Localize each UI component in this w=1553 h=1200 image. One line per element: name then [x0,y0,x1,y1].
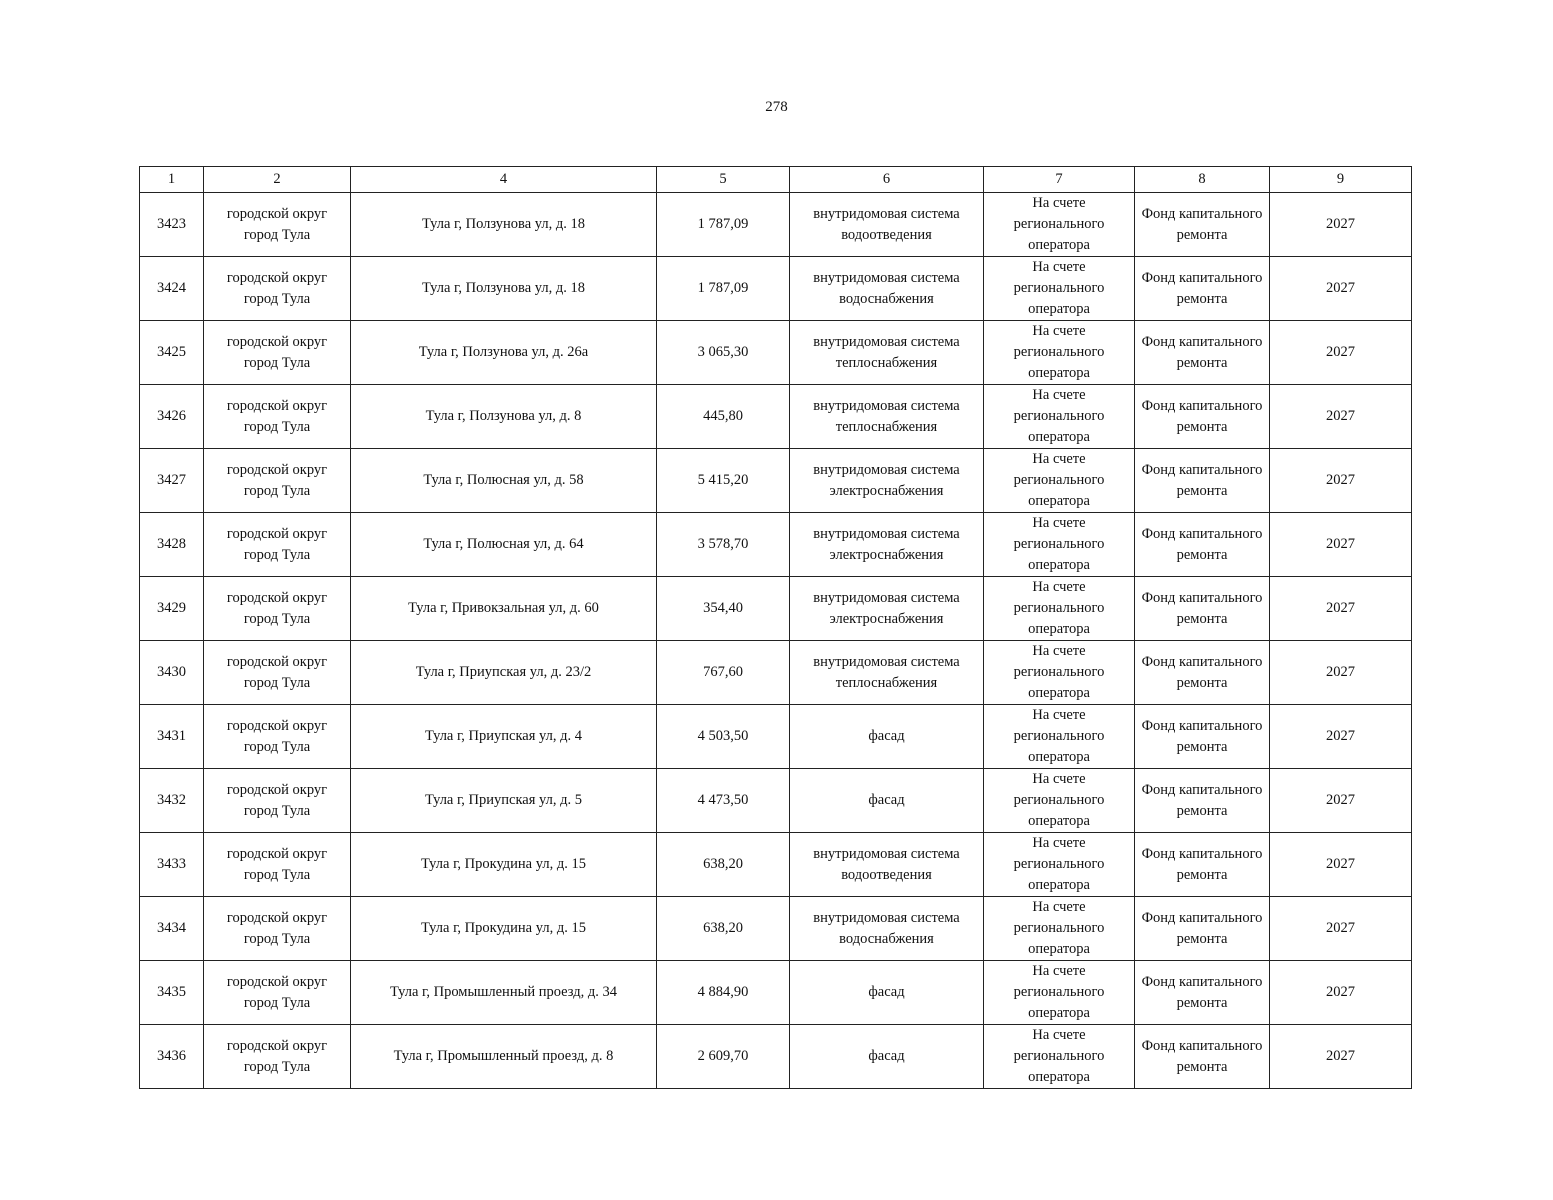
municipality-cell: городской округ город Тула [204,449,351,513]
repair-system-cell: внутридомовая система водоотведения [790,193,984,257]
table-row [140,513,1412,577]
year-cell: 2027 [1270,1025,1412,1089]
row-number-cell: 3432 [140,769,204,833]
row-number-cell: 3423 [140,193,204,257]
year-cell: 2027 [1270,513,1412,577]
repair-system-cell: внутридомовая система водоотведения [790,833,984,897]
year-cell: 2027 [1270,641,1412,705]
address-cell: Тула г, Ползунова ул, д. 26а [351,321,657,385]
address-cell: Тула г, Приупская ул, д. 4 [351,705,657,769]
area-cell: 354,40 [657,577,790,641]
municipality-cell: городской округ город Тула [204,769,351,833]
address-cell: Тула г, Полюсная ул, д. 64 [351,513,657,577]
row-number-cell: 3429 [140,577,204,641]
municipality-cell: городской округ город Тула [204,385,351,449]
municipality-cell: городской округ город Тула [204,1025,351,1089]
row-number-cell: 3433 [140,833,204,897]
area-cell: 4 503,50 [657,705,790,769]
year-cell: 2027 [1270,257,1412,321]
table-row [140,257,1412,321]
table-body [140,193,1412,1089]
table-row [140,641,1412,705]
address-cell: Тула г, Полюсная ул, д. 58 [351,449,657,513]
funding-source-cell: Фонд капитального ремонта [1135,449,1270,513]
address-cell: Тула г, Приупская ул, д. 5 [351,769,657,833]
municipality-cell: городской округ город Тула [204,833,351,897]
repair-system-cell: внутридомовая система теплоснабжения [790,385,984,449]
header-cell-7: 7 [984,167,1135,193]
header-row [140,167,1412,193]
row-number-cell: 3431 [140,705,204,769]
account-method-cell: На счете регионального оператора [984,513,1135,577]
municipality-cell: городской округ город Тула [204,193,351,257]
repair-system-cell: внутридомовая система теплоснабжения [790,641,984,705]
area-cell: 2 609,70 [657,1025,790,1089]
header-cell-8: 8 [1135,167,1270,193]
area-cell: 4 473,50 [657,769,790,833]
table-row [140,1025,1412,1089]
header-cell-4: 4 [351,167,657,193]
municipality-cell: городской округ город Тула [204,321,351,385]
table-row [140,321,1412,385]
funding-source-cell: Фонд капитального ремонта [1135,385,1270,449]
funding-source-cell: Фонд капитального ремонта [1135,705,1270,769]
header-cell-6: 6 [790,167,984,193]
address-cell: Тула г, Приупская ул, д. 23/2 [351,641,657,705]
table-row [140,769,1412,833]
row-number-cell: 3426 [140,385,204,449]
account-method-cell: На счете регионального оператора [984,257,1135,321]
funding-source-cell: Фонд капитального ремонта [1135,193,1270,257]
row-number-cell: 3436 [140,1025,204,1089]
funding-source-cell: Фонд капитального ремонта [1135,577,1270,641]
account-method-cell: На счете регионального оператора [984,193,1135,257]
year-cell: 2027 [1270,321,1412,385]
repair-system-cell: фасад [790,961,984,1025]
address-cell: Тула г, Прокудина ул, д. 15 [351,897,657,961]
funding-source-cell: Фонд капитального ремонта [1135,961,1270,1025]
funding-source-cell: Фонд капитального ремонта [1135,257,1270,321]
funding-source-cell: Фонд капитального ремонта [1135,641,1270,705]
area-cell: 4 884,90 [657,961,790,1025]
account-method-cell: На счете регионального оператора [984,705,1135,769]
municipality-cell: городской округ город Тула [204,577,351,641]
repair-system-cell: внутридомовая система теплоснабжения [790,321,984,385]
account-method-cell: На счете регионального оператора [984,449,1135,513]
account-method-cell: На счете регионального оператора [984,897,1135,961]
municipality-cell: городской округ город Тула [204,961,351,1025]
header-cell-5: 5 [657,167,790,193]
header-cell-2: 2 [204,167,351,193]
area-cell: 638,20 [657,833,790,897]
area-cell: 767,60 [657,641,790,705]
row-number-cell: 3424 [140,257,204,321]
repair-system-cell: внутридомовая система водоснабжения [790,257,984,321]
year-cell: 2027 [1270,385,1412,449]
account-method-cell: На счете регионального оператора [984,321,1135,385]
municipality-cell: городской округ город Тула [204,641,351,705]
address-cell: Тула г, Ползунова ул, д. 18 [351,257,657,321]
row-number-cell: 3428 [140,513,204,577]
year-cell: 2027 [1270,705,1412,769]
row-number-cell: 3425 [140,321,204,385]
repair-system-cell: внутридомовая система водоснабжения [790,897,984,961]
municipality-cell: городской округ город Тула [204,257,351,321]
table-header [140,167,1412,193]
area-cell: 5 415,20 [657,449,790,513]
area-cell: 3 065,30 [657,321,790,385]
year-cell: 2027 [1270,449,1412,513]
year-cell: 2027 [1270,961,1412,1025]
account-method-cell: На счете регионального оператора [984,385,1135,449]
account-method-cell: На счете регионального оператора [984,961,1135,1025]
repair-system-cell: фасад [790,1025,984,1089]
account-method-cell: На счете регионального оператора [984,641,1135,705]
row-number-cell: 3427 [140,449,204,513]
municipality-cell: городской округ город Тула [204,705,351,769]
table-row [140,193,1412,257]
area-cell: 1 787,09 [657,193,790,257]
funding-source-cell: Фонд капитального ремонта [1135,513,1270,577]
table-row [140,897,1412,961]
repair-system-cell: фасад [790,705,984,769]
header-cell-1: 1 [140,167,204,193]
table-row [140,449,1412,513]
repair-system-cell: фасад [790,769,984,833]
year-cell: 2027 [1270,897,1412,961]
address-cell: Тула г, Привокзальная ул, д. 60 [351,577,657,641]
header-cell-9: 9 [1270,167,1412,193]
account-method-cell: На счете регионального оператора [984,1025,1135,1089]
area-cell: 638,20 [657,897,790,961]
table-row [140,833,1412,897]
municipality-cell: городской округ город Тула [204,513,351,577]
row-number-cell: 3430 [140,641,204,705]
funding-source-cell: Фонд капитального ремонта [1135,897,1270,961]
table-row [140,705,1412,769]
funding-source-cell: Фонд капитального ремонта [1135,1025,1270,1089]
capital-repair-table [139,166,1412,1089]
table-row [140,577,1412,641]
repair-system-cell: внутридомовая система электроснабжения [790,513,984,577]
municipality-cell: городской округ город Тула [204,897,351,961]
year-cell: 2027 [1270,193,1412,257]
year-cell: 2027 [1270,577,1412,641]
row-number-cell: 3434 [140,897,204,961]
address-cell: Тула г, Ползунова ул, д. 18 [351,193,657,257]
table-row [140,961,1412,1025]
funding-source-cell: Фонд капитального ремонта [1135,769,1270,833]
address-cell: Тула г, Промышленный проезд, д. 34 [351,961,657,1025]
year-cell: 2027 [1270,769,1412,833]
address-cell: Тула г, Ползунова ул, д. 8 [351,385,657,449]
funding-source-cell: Фонд капитального ремонта [1135,833,1270,897]
repair-system-cell: внутридомовая система электроснабжения [790,449,984,513]
area-cell: 1 787,09 [657,257,790,321]
table-row [140,385,1412,449]
row-number-cell: 3435 [140,961,204,1025]
funding-source-cell: Фонд капитального ремонта [1135,321,1270,385]
account-method-cell: На счете регионального оператора [984,577,1135,641]
account-method-cell: На счете регионального оператора [984,769,1135,833]
page-number: 278 [765,99,788,115]
address-cell: Тула г, Прокудина ул, д. 15 [351,833,657,897]
area-cell: 3 578,70 [657,513,790,577]
repair-system-cell: внутридомовая система электроснабжения [790,577,984,641]
area-cell: 445,80 [657,385,790,449]
address-cell: Тула г, Промышленный проезд, д. 8 [351,1025,657,1089]
year-cell: 2027 [1270,833,1412,897]
account-method-cell: На счете регионального оператора [984,833,1135,897]
